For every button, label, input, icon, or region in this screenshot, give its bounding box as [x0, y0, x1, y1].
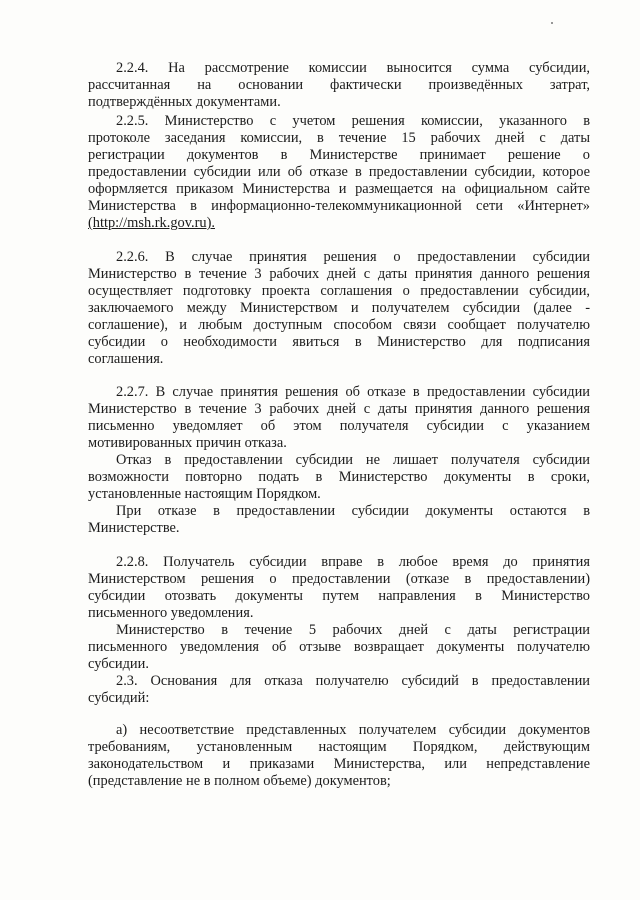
text-line: письменного уведомления об отзыве возвращает документы получателю — [88, 639, 590, 655]
website-link[interactable]: (http://msh.rk.gov.ru). — [88, 215, 215, 231]
text-line: 2.2.5. Министерство с учетом решения комиссии, указанного в — [116, 113, 590, 129]
clause-2-2-6 — [88, 249, 590, 368]
text-line: Министерством решения о предоставлении (отказе в предоставлении) — [88, 571, 590, 587]
text-line: требованиям, установленным настоящим Порядком, действующим — [88, 739, 590, 755]
text-line: оформляется приказом Министерства и размещается на официальном сайте — [88, 181, 590, 197]
text-line: При отказе в предоставлении субсидии документы остаются в — [116, 503, 590, 519]
text-line: субсидии. — [88, 656, 149, 672]
text-line: протоколе заседания комиссии, в течение 15 рабочих дней с даты — [88, 130, 590, 146]
text-line: 2.2.6. В случае принятия решения о предоставлении субсидии — [116, 249, 590, 265]
text-line: мотивированных причин отказа. — [88, 435, 287, 451]
text-line: рассчитанная на основании фактически произведённых затрат, — [88, 77, 590, 93]
clause-2-3-heading: 2.3. Основания для отказа получателю субсидий в предоставлении — [116, 673, 590, 689]
text-line: подтверждённых документами. — [88, 94, 281, 110]
clause-2-2-7 — [88, 384, 590, 537]
text-line: осуществляет подготовку проекта соглашения о предоставлении субсидии, — [88, 283, 590, 299]
text-line: соглашения. — [88, 351, 164, 367]
clause-2-3-item-a — [88, 722, 590, 790]
text-line: Министерство в течение 3 рабочих дней с даты принятия данного решения — [88, 266, 590, 282]
text-line: заключаемого между Министерством и получателем субсидии (далее - — [88, 300, 590, 316]
text-line: 2.2.4. На рассмотрение комиссии выносится сумма субсидии, — [116, 60, 590, 76]
clause-2-2-8 — [88, 554, 590, 707]
text-line: Министерстве. — [88, 520, 180, 536]
text-line: законодательством и приказами Министерства, или непредставление — [88, 756, 590, 772]
text-line: соглашение), и любым доступным способом связи сообщает получателю — [88, 317, 590, 333]
clause-2-2-4 — [88, 60, 590, 111]
text-line: Министерство в течение 3 рабочих дней с даты принятия данного решения — [88, 401, 590, 417]
text-line: (представление не в полном объеме) документов; — [88, 773, 391, 789]
text-line: Министерства в информационно-телекоммуникационной сети «Интернет» — [88, 198, 590, 214]
text-line: установленные настоящим Порядком. — [88, 486, 321, 502]
text-line: 2.2.8. Получатель субсидии вправе в любое время до принятия — [116, 554, 590, 570]
text-line: предоставлении субсидии или об отказе в предоставлении субсидии, которое — [88, 164, 590, 180]
text-line: субсидий: — [88, 690, 150, 706]
text-line: субсидии о необходимости явиться в Министерство для подписания — [88, 334, 590, 350]
text-line: Министерство в течение 5 рабочих дней с даты регистрации — [116, 622, 590, 638]
text-line: письменно уведомляет об этом получателя субсидии с указанием — [88, 418, 590, 434]
text-line: субсидии отозвать документы путем направления в Министерство — [88, 588, 590, 604]
clause-2-2-5 — [88, 113, 590, 232]
text-line: возможности повторно подать в Министерство документы в сроки, — [88, 469, 590, 485]
text-line: Отказ в предоставлении субсидии не лишает получателя субсидии — [116, 452, 590, 468]
text-line: письменного уведомления. — [88, 605, 254, 621]
text-line: 2.2.7. В случае принятия решения об отказе в предоставлении субсидии — [116, 384, 590, 400]
scan-speck — [551, 22, 553, 24]
text-line: а) несоответствие представленных получателем субсидии документов — [116, 722, 590, 738]
text-line: регистрации документов в Министерстве принимает решение о — [88, 147, 590, 163]
